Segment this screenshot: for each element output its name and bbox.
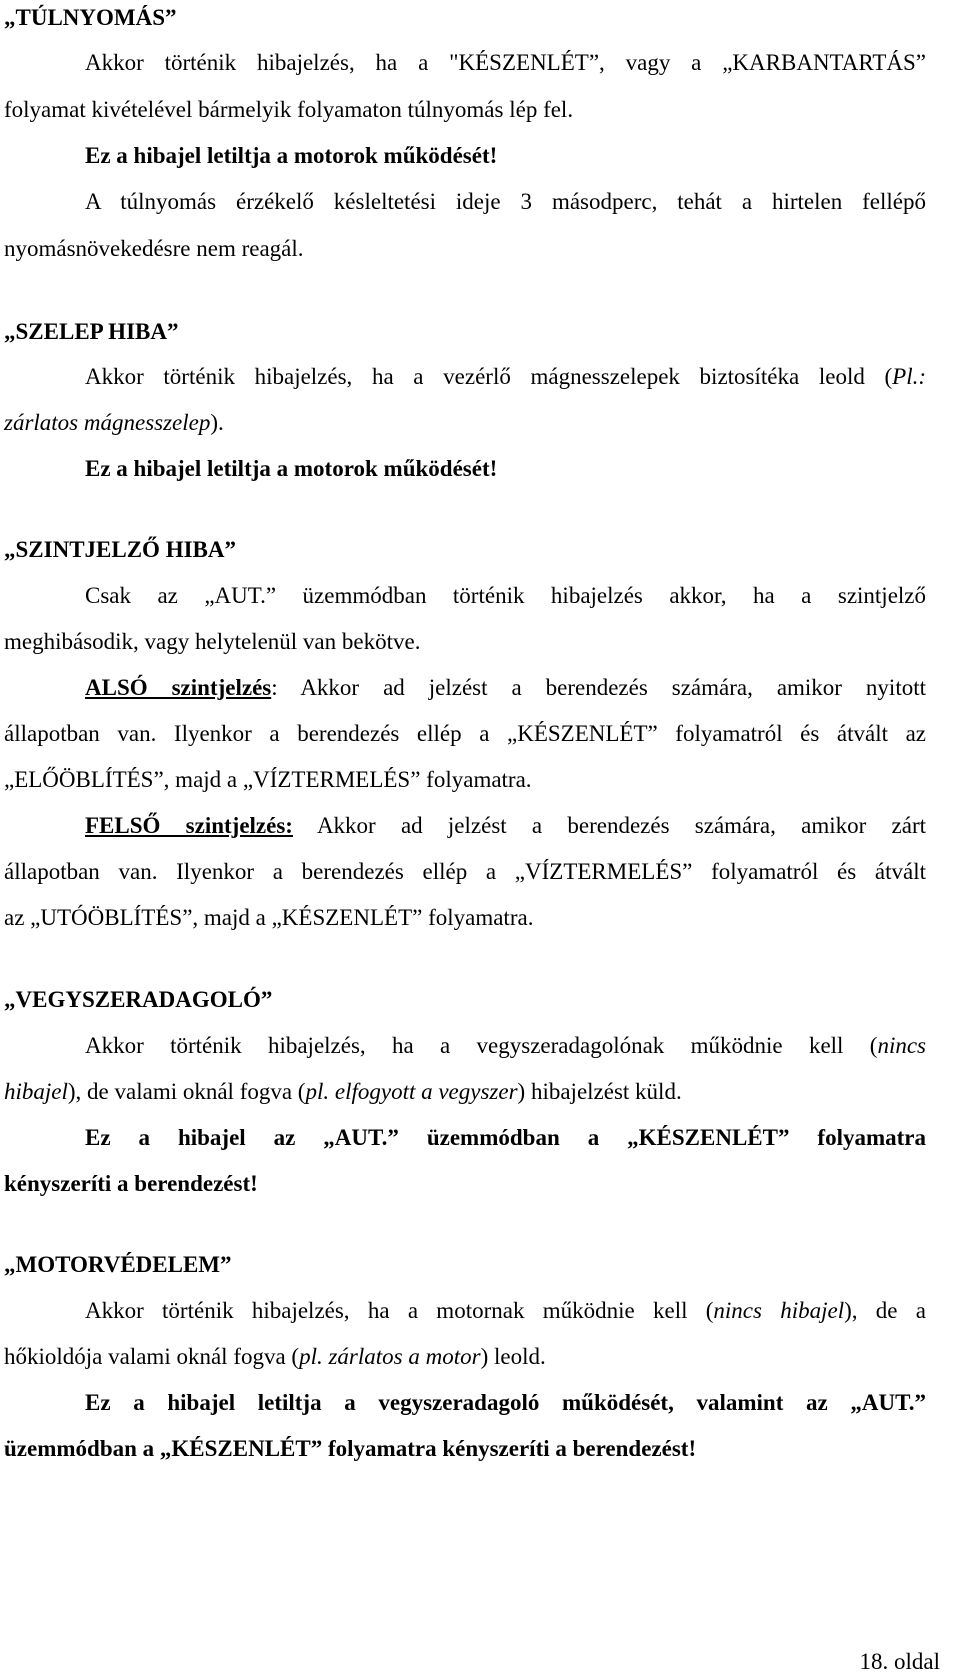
vegyszer-text-line-1: Akkor történik hibajelzés, ha a vegyszeradagolónak működnie kell (nincs [85,1033,926,1058]
section-heading-szintjelzo: „SZINTJELZŐ HIBA” [4,537,236,562]
szintjelzo-text-line-2: meghibásodik, vagy helytelenül van bekötve. [4,629,421,654]
motorvedelem-text-line-2: hőkioldója valami oknál fogva (pl. zárlatos a motor) leold. [4,1344,546,1369]
szelep-text-line-2: zárlatos mágnesszelep). [4,410,224,435]
vegyszer-warning-line-1: Ez a hibajel az „AUT.” üzemmódban a „KÉSZENLÉT” folyamatra [85,1125,926,1150]
also-szintjelzes-line-2: állapotban van. Ilyenkor a berendezés ellép a „KÉSZENLÉT” folyamatról és átvált az [4,721,926,746]
tulnyomas-warning: Ez a hibajel letiltja a motorok működését! [85,143,498,168]
vegyszer-text-line-2: hibajel), de valami oknál fogva (pl. elfogyott a vegyszer) hibajelzést küld. [4,1079,682,1104]
motorvedelem-warning-line-2: üzemmódban a „KÉSZENLÉT” folyamatra kényszeríti a berendezést! [4,1436,697,1461]
motorvedelem-warning-line-1: Ez a hibajel letiltja a vegyszeradagoló működését, valamint az „AUT.” [85,1390,926,1415]
vegyszer-warning-line-2: kényszeríti a berendezést! [4,1171,258,1196]
szintjelzo-text-line-1: Csak az „AUT.” üzemmódban történik hibajelzés akkor, ha a szintjelző [85,583,926,608]
also-szintjelzes-line-1: ALSÓ szintjelzés: Akkor ad jelzést a berendezés számára, amikor nyitott [85,675,926,700]
page-number: 18. oldal [859,1649,940,1674]
section-heading-motorvedelem: „MOTORVÉDELEM” [4,1252,232,1277]
also-szintjelzes-label: ALSÓ szintjelzés [85,675,272,700]
tulnyomas-text-line-1: Akkor történik hibajelzés, ha a "KÉSZENLÉT”, vagy a „KARBANTARTÁS” [85,50,926,75]
section-heading-szelep: „SZELEP HIBA” [4,319,179,344]
felso-szintjelzes-line-1: FELSŐ szintjelzés: Akkor ad jelzést a berendezés számára, amikor zárt [85,813,926,838]
felso-szintjelzes-line-2: állapotban van. Ilyenkor a berendezés ellép a „VÍZTERMELÉS” folyamatról és átvált [4,859,926,884]
felso-szintjelzes-line-3: az „UTÓÖBLÍTÉS”, majd a „KÉSZENLÉT” folyamatra. [4,905,534,930]
tulnyomas-text-line-4: nyomásnövekedésre nem reagál. [4,236,304,261]
section-heading-tulnyomas: „TÚLNYOMÁS” [4,5,177,30]
motorvedelem-text-line-1: Akkor történik hibajelzés, ha a motornak működnie kell (nincs hibajel), de a [85,1298,926,1323]
szelep-text-line-1: Akkor történik hibajelzés, ha a vezérlő mágnesszelepek biztosítéka leold (Pl.: [85,364,926,389]
tulnyomas-text-line-2: folyamat kivételével bármelyik folyamaton túlnyomás lép fel. [4,97,574,122]
tulnyomas-text-line-3: A túlnyomás érzékelő késleltetési ideje 3 másodperc, tehát a hirtelen fellépő [85,189,926,214]
szelep-warning: Ez a hibajel letiltja a motorok működését! [85,456,498,481]
also-szintjelzes-line-3: „ELŐÖBLÍTÉS”, majd a „VÍZTERMELÉS” folyamatra. [4,767,532,792]
felso-szintjelzes-label: FELSŐ szintjelzés: [85,813,293,838]
section-heading-vegyszer: „VEGYSZERADAGOLÓ” [4,987,273,1012]
